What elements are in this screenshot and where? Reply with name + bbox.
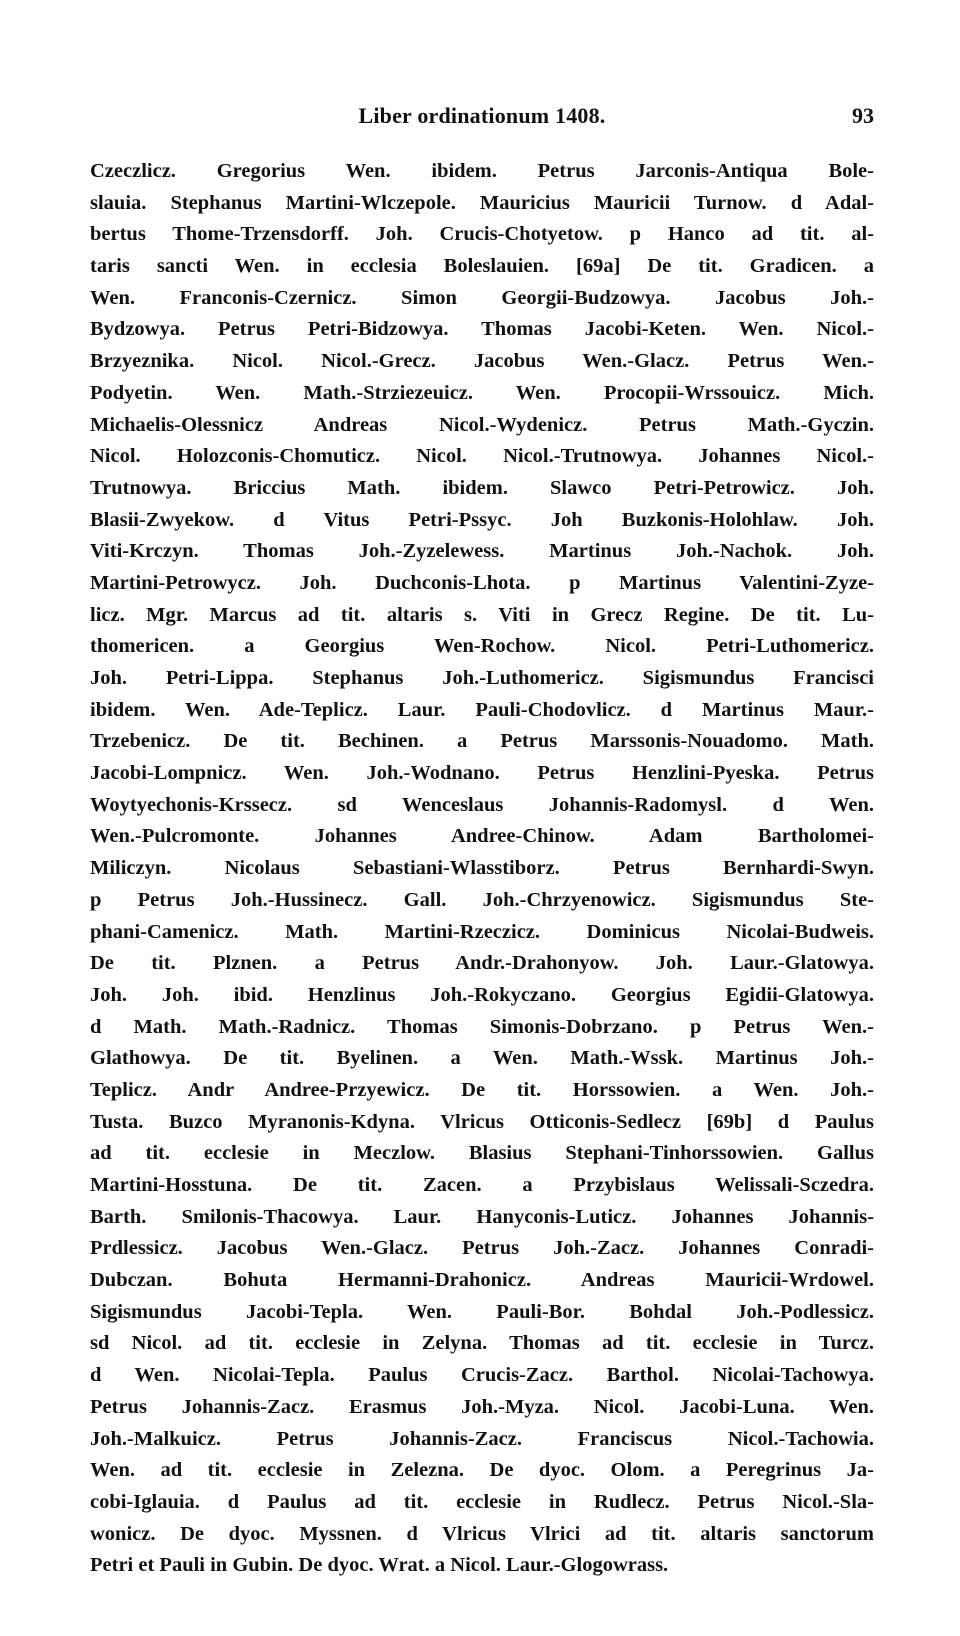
text-line: Czeczlicz. Gregorius Wen. ibidem. Petrus Jarconis-Antiqua Bole-: [90, 160, 874, 182]
text-line: Joh. Petri-Lippa. Stephanus Joh.-Luthomericz. Sigismundus Francisci: [90, 667, 874, 689]
text-line: Miliczyn. Nicolaus Sebastiani-Wlasstiborz. Petrus Bernhardi-Swyn.: [90, 857, 874, 880]
text-line: Blasii-Zwyekow. d Vitus Petri-Pssyc. Joh Buzkonis-Holohlaw. Joh.: [90, 508, 874, 531]
text-line: Joh.-Malkuicz. Petrus Johannis-Zacz. Franciscus Nicol.-Tachowia.: [90, 1427, 874, 1450]
text-line: Brzyeznika. Nicol. Nicol.-Grecz. Jacobus Wen.-Glacz. Petrus Wen.-: [90, 350, 874, 373]
text-line: wonicz. De dyoc. Myssnen. d Vlricus Vlrici ad tit. altaris sanctorum: [90, 1522, 874, 1545]
text-line: Petri et Pauli in Gubin. De dyoc. Wrat. a Nicol. Laur.-Glogowrass.: [90, 1554, 669, 1577]
text-line: taris sancti Wen. in ecclesia Boleslauien. [69a] De tit. Gradicen. a: [90, 255, 874, 278]
text-line: Dubczan. Bohuta Hermanni-Drahonicz. Andreas Mauricii-Wrdowel.: [90, 1269, 874, 1292]
text-line: Podyetin. Wen. Math.-Strziezeuicz. Wen. Procopii-Wrssouicz. Mich.: [90, 381, 874, 404]
text-line: Glathowya. De tit. Byelinen. a Wen. Math.-Wssk. Martinus Joh.-: [90, 1047, 874, 1070]
page-number: 93: [852, 103, 874, 128]
text-line: ibidem. Wen. Ade-Teplicz. Laur. Pauli-Chodovlicz. d Martinus Maur.-: [90, 698, 874, 721]
text-line: thomericen. a Georgius Wen-Rochow. Nicol. Petri-Luthomericz.: [90, 635, 874, 658]
text-line: Nicol. Holozconis-Chomuticz. Nicol. Nicol.-Trutnowya. Johannes Nicol.-: [90, 445, 874, 468]
text-line: Petrus Johannis-Zacz. Erasmus Joh.-Myza. Nicol. Jacobi-Luna. Wen.: [90, 1395, 874, 1418]
text-line: Wen. Franconis-Czernicz. Simon Georgii-Budzowya. Jacobus Joh.-: [90, 286, 874, 309]
text-line: ad tit. ecclesie in Meczlow. Blasius Stephani-Tinhorssowien. Gallus: [90, 1142, 874, 1165]
text-line: Prdlessicz. Jacobus Wen.-Glacz. Petrus Joh.-Zacz. Johannes Conradi-: [90, 1237, 874, 1260]
text-line: Wen.-Pulcromonte. Johannes Andree-Chinow. Adam Bartholomei-: [90, 825, 874, 848]
text-line: Martini-Petrowycz. Joh. Duchconis-Lhota. p Martinus Valentini-Zyze-: [90, 571, 874, 594]
text-line: Trzebenicz. De tit. Bechinen. a Petrus Marssonis-Nouadomo. Math.: [90, 730, 874, 753]
text-line: phani-Camenicz. Math. Martini-Rzeczicz. Dominicus Nicolai-Budweis.: [90, 920, 874, 943]
text-line: Martini-Hosstuna. De tit. Zacen. a Przybislaus Welissali-Sczedra.: [90, 1174, 874, 1196]
text-line: Tusta. Buzco Myranonis-Kdyna. Vlricus Otticonis-Sedlecz [69b] d Paulus: [90, 1110, 874, 1133]
text-line: d Math. Math.-Radnicz. Thomas Simonis-Dobrzano. p Petrus Wen.-: [90, 1015, 874, 1038]
text-body: [90, 156, 874, 1582]
text-line: Sigismundus Jacobi-Tepla. Wen. Pauli-Bor. Bohdal Joh.-Podlessicz.: [90, 1300, 874, 1323]
text-line: Joh. Joh. ibid. Henzlinus Joh.-Rokyczano. Georgius Egidii-Glatowya.: [90, 983, 874, 1006]
text-line: Barth. Smilonis-Thacowya. Laur. Hanyconis-Luticz. Johannes Johannis-: [90, 1205, 874, 1228]
text-line: slauia. Stephanus Martini-Wlczepole. Mauricius Mauricii Turnow. d Adal-: [90, 191, 874, 214]
text-line: Trutnowya. Briccius Math. ibidem. Slawco Petri-Petrowicz. Joh.: [90, 476, 874, 499]
text-line: bertus Thome-Trzensdorff. Joh. Crucis-Chotyetow. p Hanco ad tit. al-: [90, 223, 874, 246]
text-line: Teplicz. Andr Andree-Przyewicz. De tit. Horssowien. a Wen. Joh.-: [90, 1078, 874, 1101]
text-line: sd Nicol. ad tit. ecclesie in Zelyna. Thomas ad tit. ecclesie in Turcz.: [90, 1332, 874, 1355]
text-line: De tit. Plznen. a Petrus Andr.-Drahonyow. Joh. Laur.-Glatowya.: [90, 952, 874, 975]
text-line: Woytyechonis-Krssecz. sd Wenceslaus Johannis-Radomysl. d Wen.: [90, 793, 874, 816]
text-line: Viti-Krczyn. Thomas Joh.-Zyzelewess. Martinus Joh.-Nachok. Joh.: [90, 540, 874, 563]
text-line: Bydzowya. Petrus Petri-Bidzowya. Thomas Jacobi-Keten. Wen. Nicol.-: [90, 318, 874, 341]
text-line: d Wen. Nicolai-Tepla. Paulus Crucis-Zacz. Barthol. Nicolai-Tachowya.: [90, 1364, 874, 1387]
running-head: [90, 103, 874, 133]
text-line: Jacobi-Lompnicz. Wen. Joh.-Wodnano. Petrus Henzlini-Pyeska. Petrus: [90, 762, 874, 785]
text-line: Wen. ad tit. ecclesie in Zelezna. De dyoc. Olom. a Peregrinus Ja-: [90, 1459, 874, 1482]
text-line: cobi-Iglauia. d Paulus ad tit. ecclesie in Rudlecz. Petrus Nicol.-Sla-: [90, 1490, 874, 1513]
text-line: p Petrus Joh.-Hussinecz. Gall. Joh.-Chrzyenowicz. Sigismundus Ste-: [90, 888, 874, 911]
page-header-title: Liber ordinationum 1408.: [358, 103, 606, 128]
text-line: licz. Mgr. Marcus ad tit. altaris s. Viti in Grecz Regine. De tit. Lu-: [90, 603, 874, 626]
text-line: Michaelis-Olessnicz Andreas Nicol.-Wydenicz. Petrus Math.-Gyczin.: [90, 413, 874, 436]
